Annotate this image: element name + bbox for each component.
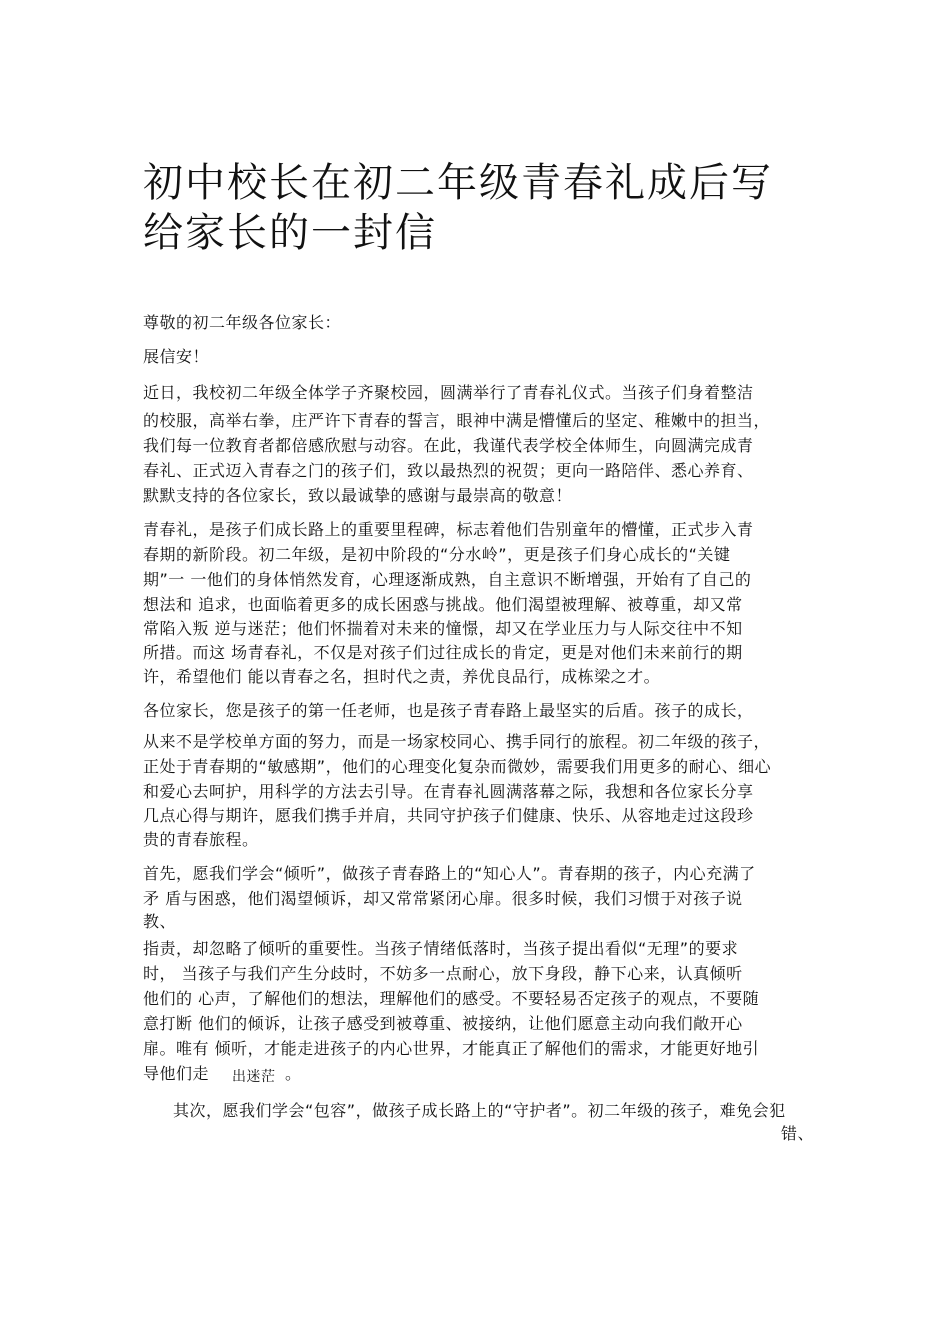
paragraph-line: 导他们走 [143,1064,210,1083]
paragraph-line: 几点心得与期许，愿我们携手并肩，共同守护孩子们健康、快乐、从容地走过这段珍 [143,806,754,825]
paragraph-line: 我们每一位教育者都倍感欣慰与动容。在此，我谨代表学校全体师生，向圆满完成青 [143,436,754,455]
paragraph-line: 青春礼，是孩子们成长路上的重要里程碑，标志着他们告别童年的懵懂，正式步入青 [143,520,754,539]
salutation: 尊敬的初二年级各位家长： [143,313,342,332]
paragraph-line: 意打断 他们的倾诉，让孩子感受到被尊重、被接纳，让他们愿意主动向我们敞开心 [143,1014,743,1033]
paragraph-line: 正处于青春期的“敏感期”，他们的心理变化复杂而微妙，需要我们用更多的耐心、细心 [143,757,772,776]
paragraph-line: 首先，愿我们学会“倾听”，做孩子青春路上的“知心人”。青春期的孩子，内心充满了 [143,864,756,883]
paragraph-line: 扉。唯有 倾听，才能走进孩子的内心世界，才能真正了解他们的需求，才能更好地引 [143,1039,760,1058]
paragraph-line: 出迷茫 [232,1069,276,1085]
paragraph-line: 的校服，高举右拳，庄严许下青春的誓言，眼神中满是懵懂后的坚定、稚嫩中的担当， [143,411,771,430]
paragraph-line: 指责，却忽略了倾听的重要性。当孩子情绪低落时，当孩子提出看似“无理”的要求 [143,939,739,958]
paragraph-line: 从来不是学校单方面的努力，而是一场家校同心、携手同行的旅程。初二年级的孩子， [143,732,771,751]
greeting: 展信安！ [143,347,210,366]
paragraph-line: 默默支持的各位家长，致以最诚挚的感谢与最崇高的敬意！ [143,486,573,505]
paragraph-line: 许，希望他们 能以青春之名，担时代之责，养优良品行，成栋梁之才。 [143,667,661,686]
paragraph-line: 时， 当孩子与我们产生分歧时，不妨多一点耐心，放下身段，静下心来，认真倾听 [143,964,743,983]
paragraph-line: 期”一 一他们的身体悄然发育，心理逐渐成熟，自主意识不断增强，开始有了自己的 [143,570,752,589]
page-title [143,158,823,258]
paragraph-line: 各位家长，您是孩子的第一任老师，也是孩子青春路上最坚实的后盾。孩子的成长， [143,701,754,720]
paragraph-line: 春礼、正式迈入青春之门的孩子们，致以最热烈的祝贺；更向一路陪伴、悉心养育、 [143,461,754,480]
paragraph-line: 。 [285,1064,302,1083]
paragraph-line: 其次，愿我们学会“包容”，做孩子成长路上的“守护者”。初二年级的孩子，难免会犯 [173,1101,786,1120]
paragraph-line: 所措。而这 场青春礼，不仅是对孩子们过往成长的肯定，更是对他们未来前行的期 [143,643,743,662]
paragraph-line: 常陷入叛 逆与迷茫；他们怀揣着对未来的憧憬，却又在学业压力与人际交往中不知 [143,619,743,638]
paragraph-line: 他们的 心声，了解他们的想法，理解他们的感受。不要轻易否定孩子的观点，不要随 [143,989,760,1008]
title-line-1: 初中校长在初二年级青春礼成后写 [143,160,773,206]
paragraph-line: 贵的青春旅程。 [143,830,259,849]
paragraph-line: 和爱心去呵护，用科学的方法去引导。在青春礼圆满落幕之际，我想和各位家长分享 [143,782,754,801]
paragraph-line: 教、 [143,912,177,931]
title-line-2: 给家长的一封信 [143,210,437,256]
paragraph-line: 春期的新阶段。初二年级，是初中阶段的“分水岭”，更是孩子们身心成长的“关键 [143,545,731,564]
paragraph-line: 错、 [781,1124,815,1143]
paragraph-line: 矛 盾与困惑，他们渴望倾诉，却又常常紧闭心扉。很多时候，我们习惯于对孩子说 [143,889,743,908]
paragraph-line: 想法和 追求，也面临着更多的成长困惑与挑战。他们渴望被理解、被尊重，却又常 [143,595,743,614]
paragraph-line: 近日，我校初二年级全体学子齐聚校园，圆满举行了青春礼仪式。当孩子们身着整洁 [143,383,754,402]
